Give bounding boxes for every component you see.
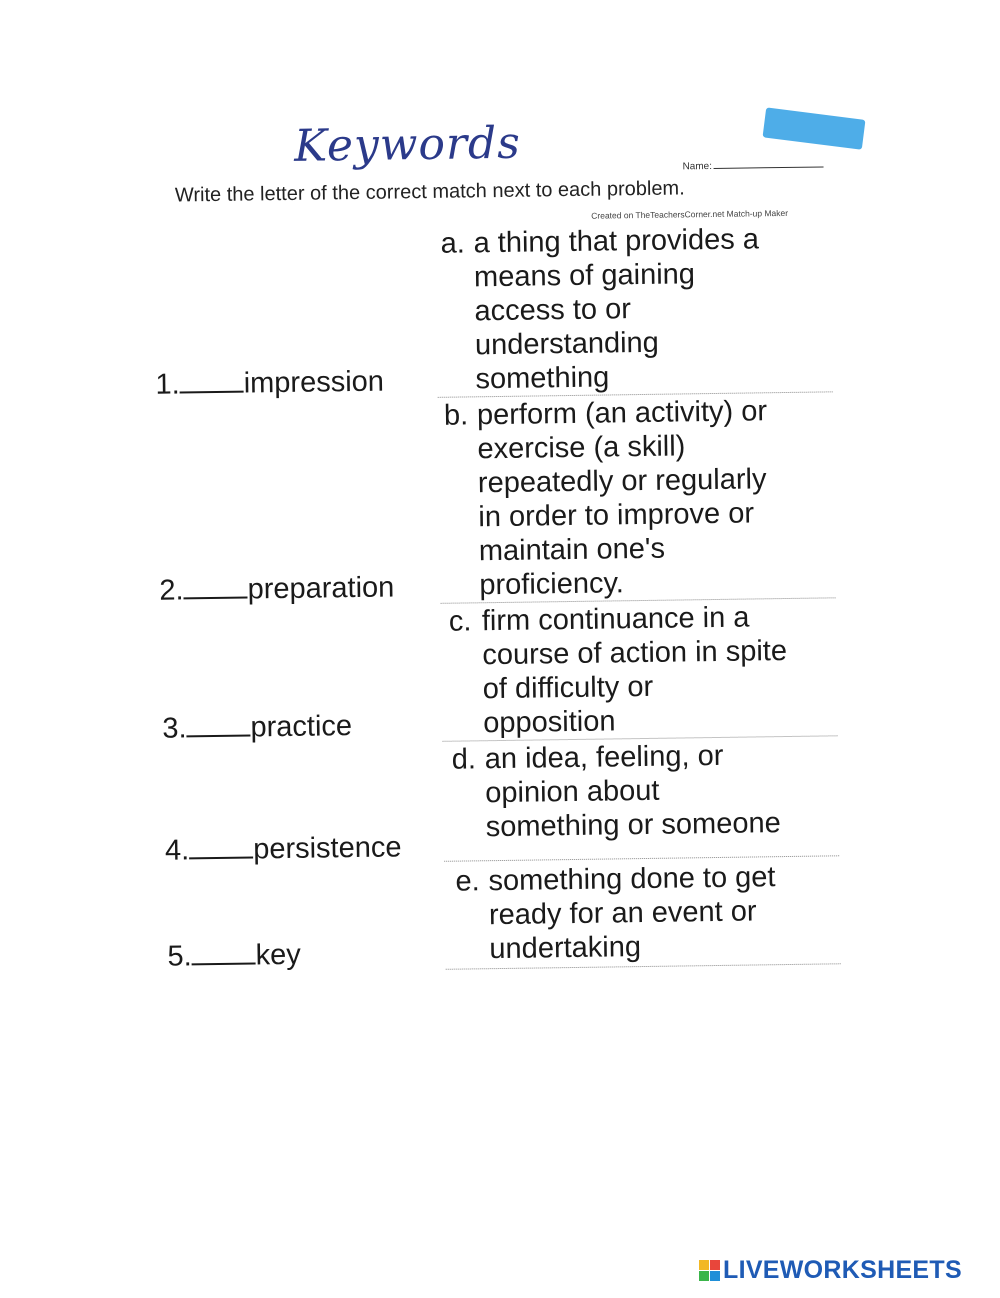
problem-word: preparation — [247, 571, 395, 606]
definition-line: proficiency. — [479, 567, 625, 602]
definition-line: something or someone — [485, 807, 781, 844]
problem-number: 2. — [159, 574, 184, 607]
problem-5 — [167, 939, 301, 974]
logo-block — [699, 1260, 709, 1270]
answer-blank-1[interactable] — [179, 369, 243, 394]
logo-blocks-icon — [699, 1260, 720, 1281]
problem-2 — [159, 571, 394, 607]
credit-line: Created on TheTeachersCorner.net Match-up Maker — [591, 207, 789, 221]
definition-line: of difficulty or — [482, 670, 654, 706]
logo-text: LIVEWORKSHEETS — [723, 1255, 962, 1284]
definition-line: undertaking — [489, 931, 642, 966]
logo-block — [699, 1271, 709, 1281]
choice-letter: d. — [451, 743, 477, 776]
name-field[interactable] — [682, 159, 824, 172]
choice-letter: c. — [448, 605, 472, 638]
choice-definition — [485, 737, 846, 844]
handwritten-title: Keywords — [293, 117, 522, 172]
choice-definition — [488, 859, 849, 966]
definition-line: something done to get — [488, 861, 776, 898]
definition-line: ready for an event or — [488, 895, 757, 932]
logo-block — [710, 1271, 720, 1281]
answer-blank-3[interactable] — [186, 713, 250, 738]
problem-1 — [155, 366, 384, 402]
definition-line: perform (an activity) or — [476, 395, 768, 432]
highlighter-mark — [763, 107, 866, 149]
problem-4 — [165, 831, 402, 867]
problem-number: 4. — [164, 834, 190, 867]
choice-letter: b. — [443, 399, 469, 432]
name-line[interactable] — [714, 166, 824, 169]
definition-line: understanding — [474, 326, 660, 362]
definition-line: firm continuance in a — [481, 601, 750, 638]
choice-definition — [473, 221, 835, 396]
instructions: Write the letter of the correct match next to each problem. — [174, 177, 685, 207]
answer-blank-4[interactable] — [189, 834, 253, 859]
choice-letter: e. — [455, 865, 480, 898]
definition-line: course of action in spite — [482, 635, 788, 672]
definition-line: something — [475, 361, 610, 396]
problem-word: practice — [250, 710, 353, 744]
definition-line: repeatedly or regularly — [477, 463, 767, 500]
definition-line: means of gaining — [473, 258, 696, 294]
choice-definition — [482, 599, 844, 740]
problem-number: 1. — [155, 368, 180, 401]
logo-block — [710, 1260, 720, 1270]
answer-blank-2[interactable] — [183, 575, 247, 600]
definition-line: in order to improve or — [478, 497, 755, 534]
liveworksheets-logo — [699, 1255, 962, 1285]
problem-number: 5. — [167, 940, 192, 973]
definition-line: a thing that provides a — [473, 223, 760, 260]
answer-blank-5[interactable] — [191, 940, 255, 965]
definition-line: opposition — [483, 705, 616, 740]
problem-word: persistence — [252, 831, 402, 866]
choice-letter: a. — [440, 227, 465, 260]
problem-3 — [162, 710, 352, 746]
problem-word: impression — [243, 365, 385, 400]
definition-line: maintain one's — [478, 532, 666, 568]
choice-definition — [477, 393, 840, 602]
definition-line: an idea, feeling, or — [484, 739, 724, 776]
name-label: Name: — [682, 161, 713, 173]
definition-line: exercise (a skill) — [477, 430, 686, 466]
problem-number: 3. — [162, 712, 187, 745]
definition-line: opinion about — [485, 774, 660, 810]
problem-word: key — [255, 938, 302, 972]
definition-line: access to or — [474, 293, 632, 328]
